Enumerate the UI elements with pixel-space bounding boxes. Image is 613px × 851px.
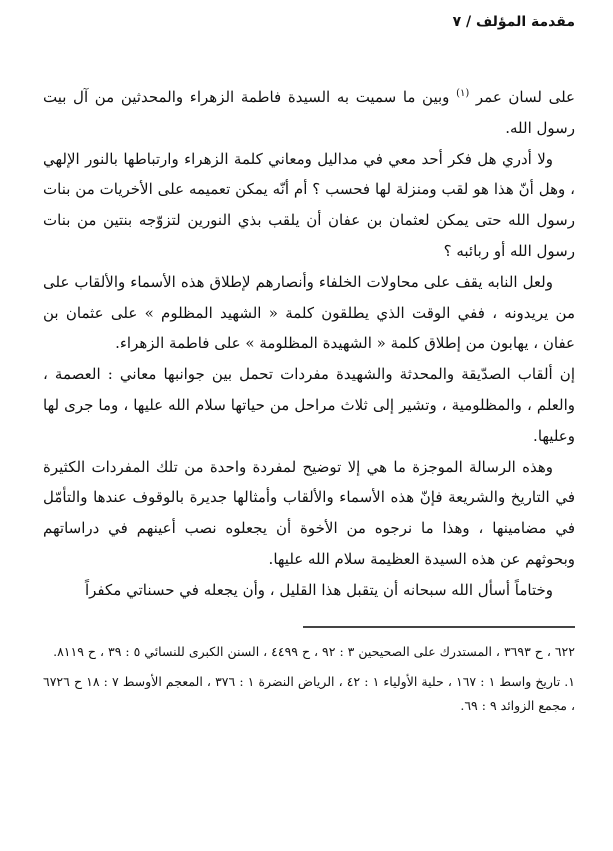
paragraph-3: ولعل النابه يقف على محاولات الخلفاء وأنصارهم لإطلاق هذه الأسماء والألقاب على من يريدونه ، ففي الوقت الذي يطلقون كلمة « الشهيد المظلوم » على عثمان بن عفان ، يهابون من إطلاق كلمة « الشهيدة المظلومة » على فاطمة الزهراء. (43, 272, 575, 353)
paragraph-1-rest: وبين ما سميت به السيدة فاطمة الزهراء والمحدثين من آل بيت رسول الله. (43, 88, 575, 137)
footnote-divider (303, 626, 575, 628)
footnote-continued: ٦٢٢ ، ح ٣٦٩٣ ، المستدرك على الصحيحين ٣ : ٩٢ ، ح ٤٤٩٩ ، السنن الكبرى للنسائي ٥ : ٣٩ ، ح ٨١١٩. (53, 644, 575, 659)
footnote-marker: (١) (456, 88, 470, 99)
paragraph-1 (43, 82, 575, 144)
paragraph-4: إن ألقاب الصدّيقة والمحدثة والشهيدة مفردات تحمل بين جوانبها معاني : العصمة ، والعلم ، والمظلومية ، وتشير إلى ثلاث مراحل من حياتها سلام الله عليها ، وما جرى لها وعليها. (43, 365, 575, 445)
body-text (43, 82, 575, 606)
paragraph-5: وهذه الرسالة الموجزة ما هي إلا توضيح لمفردة واحدة من تلك المفردات الكثيرة في التاريخ والشريعة فإنّ هذه الأسماء والألقاب وأمثالها جديرة بالوقوف عندها والتأمّل في مضامينها ، وهذا ما نرجوه من الأخوة أن يجعلوه نصب أعينهم في دراساتهم وبحوثهم عن هذه السيدة العظيمة سلام الله عليها. (43, 457, 575, 568)
paragraph-1-lead: على لسان عمر (475, 88, 575, 106)
running-header: مقدمة المؤلف / ٧ (452, 14, 575, 30)
footnotes (43, 640, 575, 724)
footnote-1: ١. تاريخ واسط ١ : ١٦٧ ، حلية الأولياء ١ : ٤٢ ، الرياض النضرة ١ : ٣٧٦ ، المعجم الأوسط ٧ : ١٨ ح ٦٧٢٦ ، مجمع الزوائد ٩ : ٦٩. (43, 674, 575, 713)
paragraph-6: وختاماً أسأل الله سبحانه أن يتقبل هذا القليل ، وأن يجعله في حسناتي مكفراً (84, 580, 553, 599)
paragraph-2: ولا أدري هل فكر أحد معي في مداليل ومعاني كلمة الزهراء وارتباطها بالنور الإلهي ، وهل أنّ هذا هو لقب ومنزلة لها فحسب ؟ أم أنّه يمكن تعميمه على الأخريات من بنات رسول الله حتى يمكن لعثمان بن عفان أن يلقب بذي النورين لتزوّجه بنتين من بنات رسول الله أو ربائبه ؟ (43, 149, 575, 260)
